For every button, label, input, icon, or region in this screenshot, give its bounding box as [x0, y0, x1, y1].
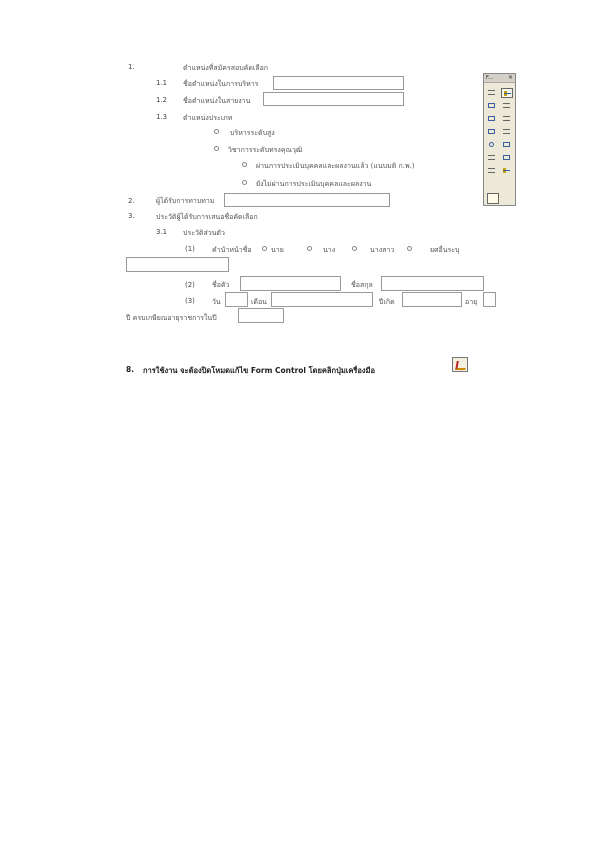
first-name-label: ชื่อตัว: [212, 281, 230, 289]
listbox-tool-icon[interactable]: [501, 127, 513, 137]
design-mode-toggle-icon[interactable]: [452, 357, 468, 372]
item3-1-number: 3.1: [156, 228, 168, 236]
surname-label: ชื่อสกุล: [351, 281, 373, 289]
option-other-rank: ยศอื่นระบุ: [430, 246, 460, 254]
textbox-tool-icon[interactable]: [501, 101, 513, 111]
toolbox-title-bar[interactable]: [484, 74, 515, 83]
birth-year-label: ปีเกิด: [379, 298, 395, 306]
item3-label: ประวัติผู้ได้รับการเสนอชื่อคัดเลือก: [156, 213, 258, 221]
retirement-label: ปี ครบเกษียณอายุราชการในปี: [126, 314, 217, 322]
approached-field[interactable]: [224, 193, 390, 207]
row1-number: (1): [185, 245, 195, 253]
row2-number: (2): [185, 281, 195, 289]
forms-toolbox: [483, 73, 516, 206]
run-dialog-icon[interactable]: [487, 193, 499, 204]
line-position-field[interactable]: [263, 92, 404, 106]
label-tool-icon[interactable]: [486, 88, 498, 98]
item1-2-label: ชื่อตำแหน่งในสายงาน: [183, 97, 251, 105]
radio-not-passed[interactable]: [242, 180, 247, 185]
month-label: เดือน: [251, 298, 267, 306]
radio-exec-high[interactable]: [214, 129, 219, 134]
option-academic: วิชาการระดับทรงคุณวุฒิ: [228, 146, 303, 154]
birth-day-field[interactable]: [225, 292, 248, 307]
groupbox-tool-icon[interactable]: [486, 114, 498, 124]
step-instruction: การใช้งาน จะต้องปิดโหมดแก้ไข Form Control โดยคลิกปุ่มเครื่องมือ: [143, 366, 375, 375]
option-passed: ผ่านการประเมินบุคคลและผลงานแล้ว (แนบมติ ก.พ.): [256, 162, 415, 170]
birth-month-field[interactable]: [271, 292, 373, 307]
age-field[interactable]: [483, 292, 496, 307]
item1-label: ตำแหน่งที่สมัครสอบคัดเลือก: [183, 64, 269, 72]
item3-1-label: ประวัติส่วนตัว: [183, 229, 225, 237]
edit-code-tool-icon[interactable]: [501, 166, 513, 176]
item1-number: 1.: [128, 63, 135, 71]
item1-1-label: ชื่อตำแหน่งในการบริหาร: [183, 80, 259, 88]
item1-2-number: 1.2: [156, 96, 168, 104]
step-number: 8.: [126, 365, 135, 374]
first-name-field[interactable]: [240, 276, 341, 291]
close-icon[interactable]: ×: [507, 74, 513, 81]
day-label: วัน: [212, 298, 221, 306]
option-miss: นางสาว: [370, 246, 395, 254]
item2-number: 2.: [128, 197, 135, 205]
toolbox-title: F...: [486, 75, 493, 81]
design-mode-icon[interactable]: [501, 88, 513, 98]
surname-field[interactable]: [381, 276, 484, 291]
combo-tool-icon[interactable]: [501, 114, 513, 124]
option-mrs: นาง: [323, 246, 336, 254]
item2-label: ผู้ได้รับการทาบทาม: [156, 197, 215, 205]
radio-mr[interactable]: [262, 246, 267, 251]
scrollbar-tool-icon[interactable]: [501, 140, 513, 150]
radio-academic[interactable]: [214, 146, 219, 151]
item1-3-number: 1.3: [156, 113, 168, 121]
other-rank-field[interactable]: [126, 257, 229, 272]
checkbox-tool-icon[interactable]: [486, 127, 498, 137]
option-not-passed: ยังไม่ผ่านการประเมินบุคคลและผลงาน: [256, 180, 372, 188]
grid-tool-icon[interactable]: [501, 153, 513, 163]
radio-miss[interactable]: [352, 246, 357, 251]
title-prefix-label: คำนำหน้าชื่อ: [212, 246, 252, 254]
option-exec-high: บริหารระดับสูง: [230, 129, 275, 137]
radio-other-rank[interactable]: [407, 246, 412, 251]
spinner-tool-icon[interactable]: [486, 153, 498, 163]
item1-3-label: ตำแหน่งประเภท: [183, 114, 233, 122]
radio-mrs[interactable]: [307, 246, 312, 251]
birth-year-field[interactable]: [402, 292, 462, 307]
row3-number: (3): [185, 297, 195, 305]
radio-passed[interactable]: [242, 162, 247, 167]
option-button-tool-icon[interactable]: [486, 140, 498, 150]
button-tool-icon[interactable]: [486, 101, 498, 111]
retirement-year-field[interactable]: [238, 308, 284, 323]
item1-1-number: 1.1: [156, 79, 168, 87]
admin-position-field[interactable]: [273, 76, 404, 90]
option-mr: นาย: [271, 246, 284, 254]
item3-number: 3.: [128, 212, 135, 220]
age-label: อายุ: [465, 298, 478, 306]
properties-tool-icon[interactable]: [486, 166, 498, 176]
